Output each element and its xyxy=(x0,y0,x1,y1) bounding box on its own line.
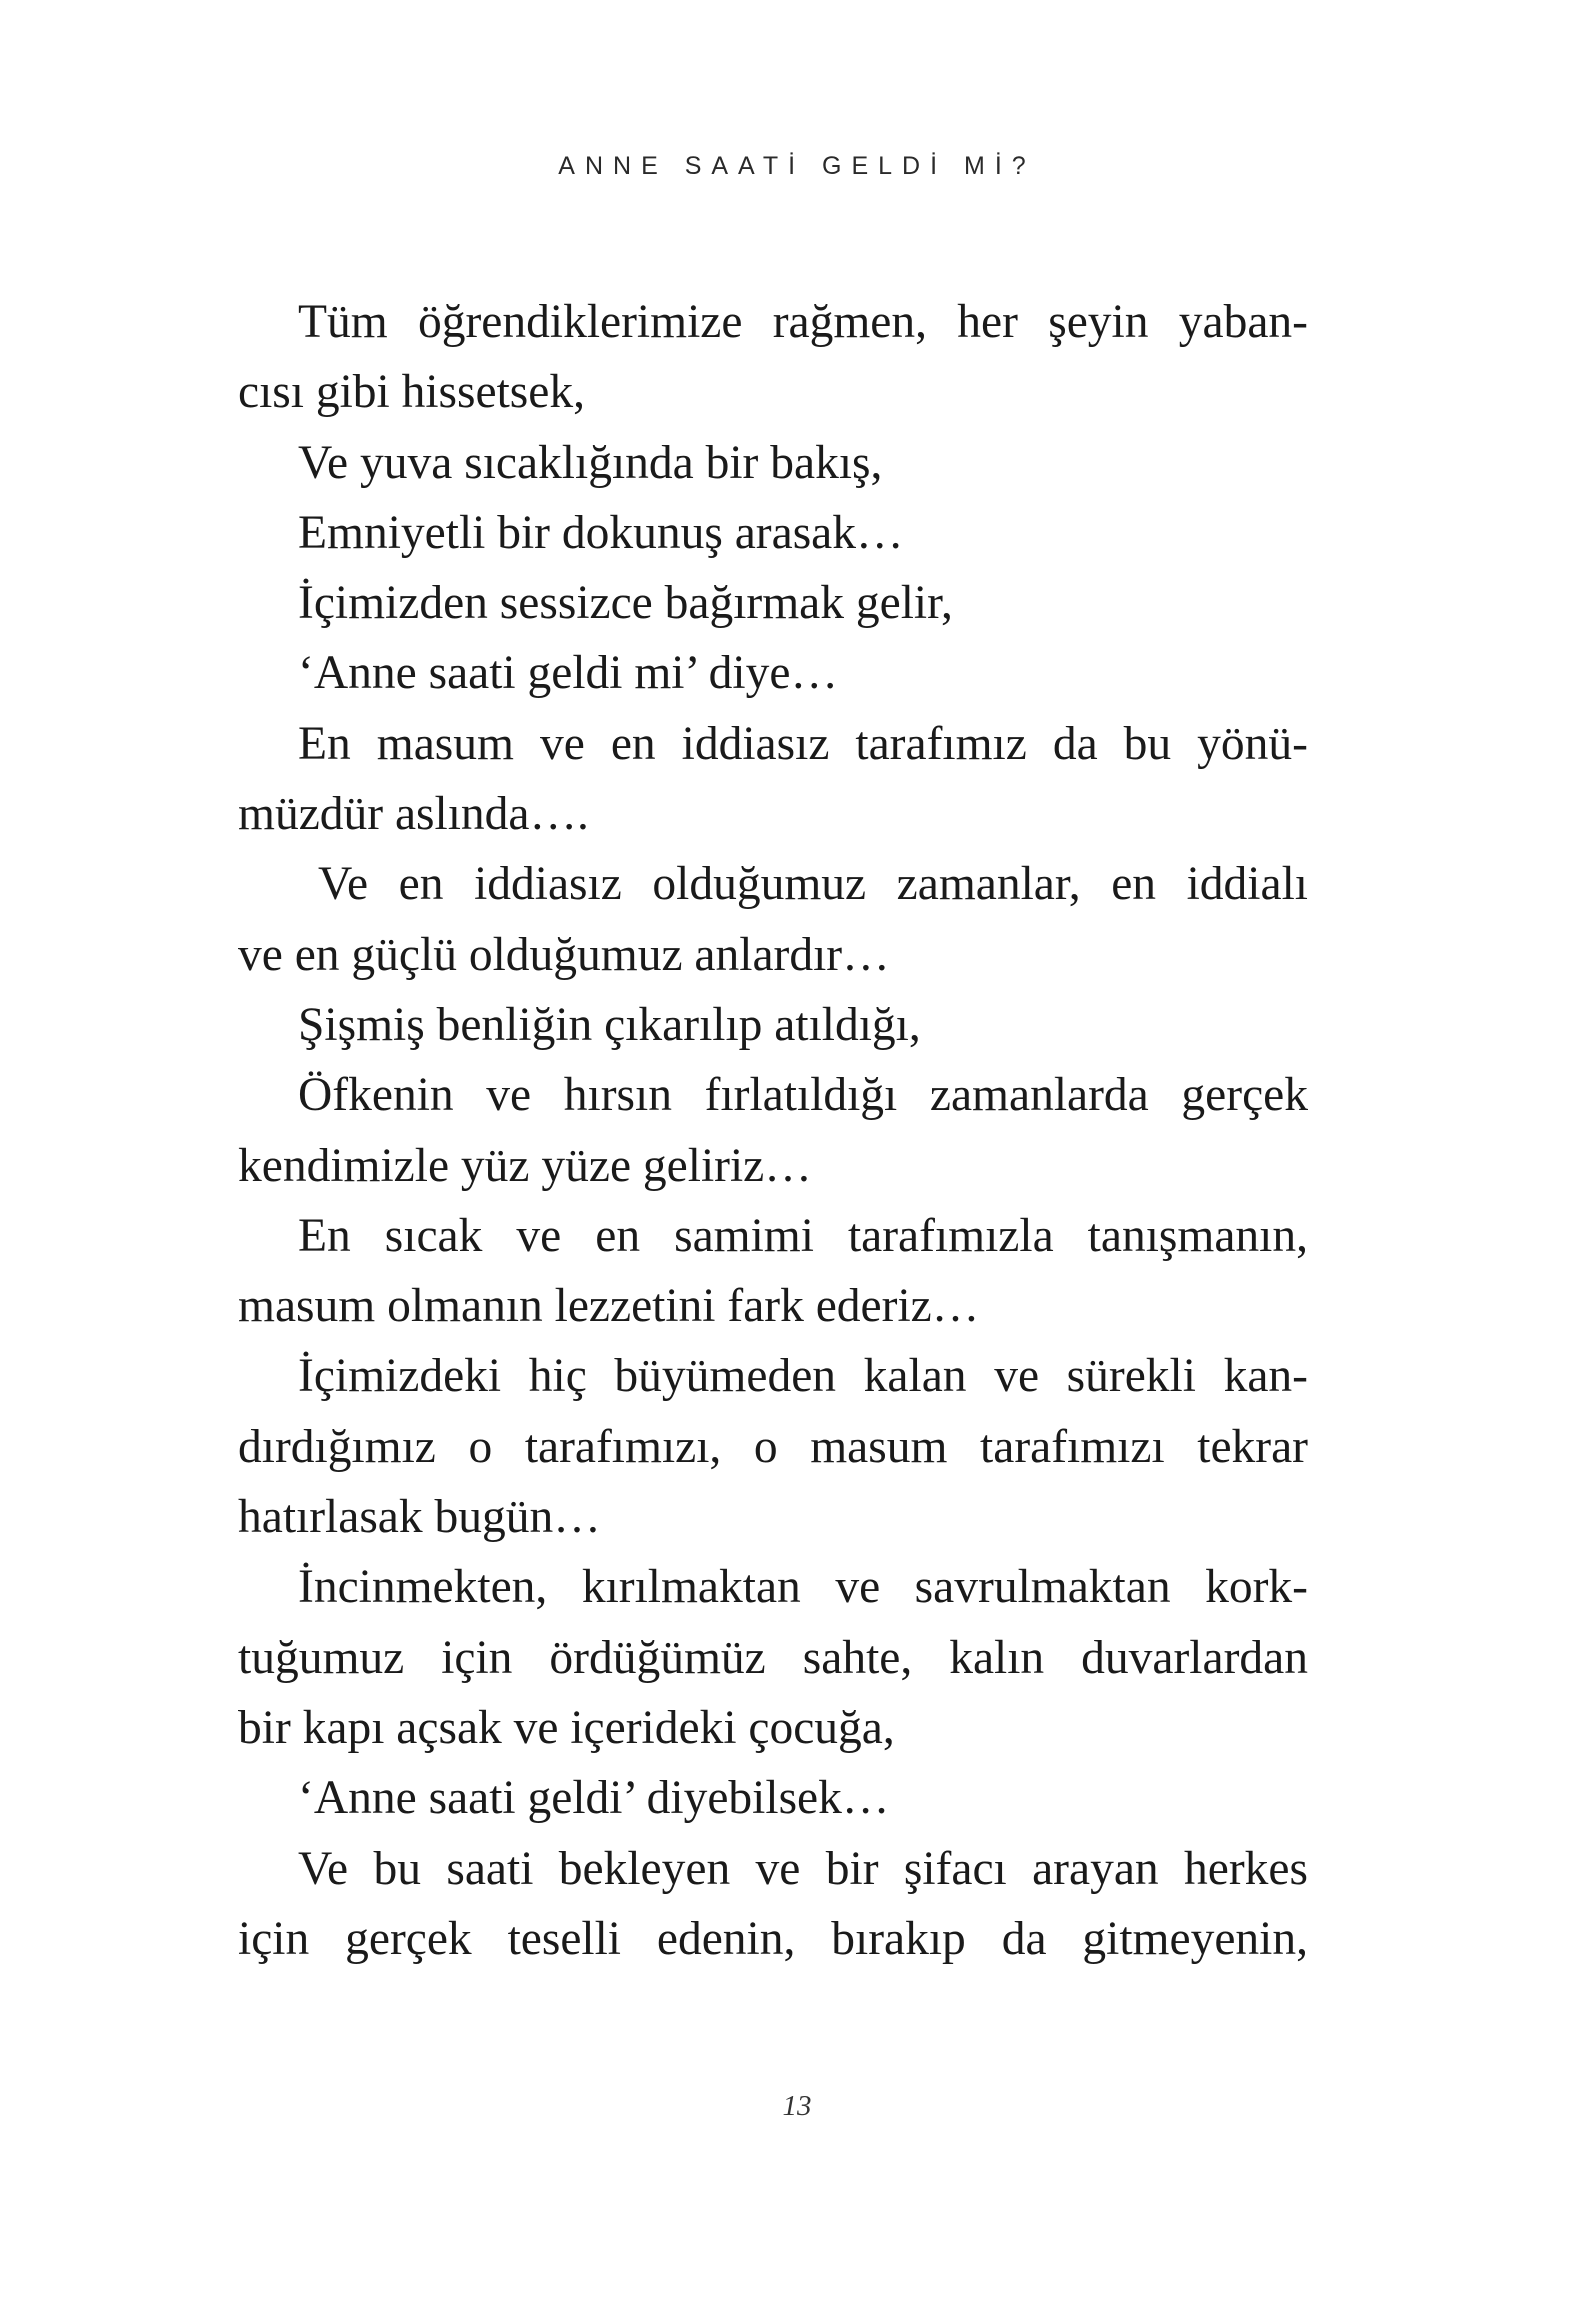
text-line: dırdığımız o tarafımızı, o masum tarafımızı tekrar xyxy=(238,1420,1308,1473)
text-line: masum olmanın lezzetini fark ederiz… xyxy=(238,1280,980,1333)
text-line: Ve bu saati bekleyen ve bir şifacı arayan herkes xyxy=(298,1842,1308,1895)
text-line: İçimizden sessizce bağırmak gelir, xyxy=(298,577,953,630)
text-line: En sıcak ve en samimi tarafımızla tanışmanın, xyxy=(298,1209,1308,1262)
text-line: Emniyetli bir dokunuş arasak… xyxy=(298,506,904,559)
text-line: İncinmekten, kırılmaktan ve savrulmaktan kork- xyxy=(298,1561,1308,1614)
text-line: bir kapı açsak ve içerideki çocuğa, xyxy=(238,1701,895,1754)
text-line: ve en güçlü olduğumuz anlardır… xyxy=(238,928,890,981)
text-line: ‘Anne saati geldi mi’ diye… xyxy=(298,647,838,700)
text-line: müzdür aslında…. xyxy=(238,788,589,841)
text-line: için gerçek teselli edenin, bırakıp da gitmeyenin, xyxy=(238,1912,1308,1965)
page-number: 13 xyxy=(782,2090,812,2122)
running-head: ANNE SAATİ GELDİ Mİ? xyxy=(558,152,1036,180)
text-line: Ve yuva sıcaklığında bir bakış, xyxy=(298,436,883,489)
text-line: Şişmiş benliğin çıkarılıp atıldığı, xyxy=(298,998,921,1051)
text-line: kendimizle yüz yüze geliriz… xyxy=(238,1139,812,1192)
text-line: İçimizdeki hiç büyümeden kalan ve sürekli kan- xyxy=(298,1350,1308,1403)
text-line: En masum ve en iddiasız tarafımız da bu yönü- xyxy=(298,717,1308,770)
text-line: Tüm öğrendiklerimize rağmen, her şeyin yaban- xyxy=(298,296,1308,348)
text-line: cısı gibi hissetsek, xyxy=(238,366,585,419)
text-line: tuğumuz için ördüğümüz sahte, kalın duvarlardan xyxy=(238,1631,1308,1684)
text-line: Ve en iddiasız olduğumuz zamanlar, en iddialı xyxy=(318,858,1308,911)
body-text xyxy=(238,287,1308,1974)
text-line: hatırlasak bugün… xyxy=(238,1491,601,1544)
text-line: Öfkenin ve hırsın fırlatıldığı zamanlarda gerçek xyxy=(298,1069,1308,1122)
text-line: ‘Anne saati geldi’ diyebilsek… xyxy=(298,1772,890,1825)
